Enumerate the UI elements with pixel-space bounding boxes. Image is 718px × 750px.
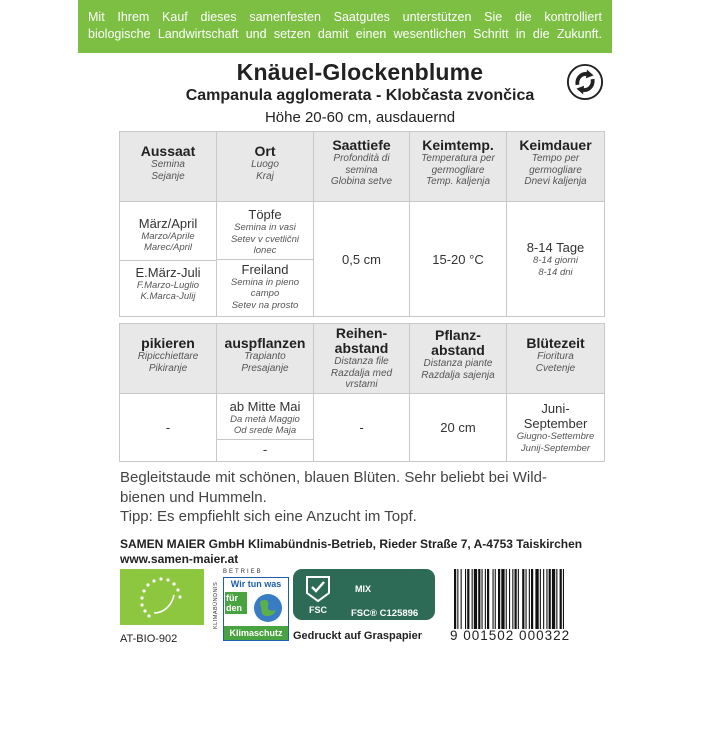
- barcode-bar: [487, 569, 489, 629]
- barcode-bar: [467, 569, 469, 629]
- bluetezeit-it: Giugno-Settembre: [516, 431, 595, 442]
- barcode-bar: [465, 569, 466, 629]
- divider: [217, 439, 313, 440]
- banner-line-2: biologische Landwirtschaft und setzen damit einen wesentlichen Schritt in die Zukunft.: [88, 27, 602, 41]
- pikieren-value: -: [165, 420, 171, 435]
- header-pflanzabstand-sl: Razdalja sajenja: [421, 369, 495, 381]
- header-pflanzabstand-label: Pflanz-abstand: [431, 327, 485, 358]
- sowing-table: [119, 131, 605, 317]
- header-keimtemp-sl: Temp. kaljenja: [425, 176, 491, 187]
- header-reihenabstand-sl: Razdalja med vrstami: [330, 367, 393, 390]
- header-reihenabstand-it: Distanza file: [334, 356, 389, 367]
- bluetezeit-sl: Junij-September: [520, 442, 591, 454]
- barcode-bar: [495, 569, 496, 629]
- barcode-bar: [501, 569, 504, 629]
- header-bluetezeit-label: Blütezeit: [526, 335, 585, 351]
- fsc-logo: [293, 569, 435, 620]
- product-title: Knäuel-Glockenblume: [236, 59, 484, 85]
- barcode-bar: [472, 569, 473, 629]
- klima-box: [223, 577, 289, 641]
- barcode-bar: [535, 569, 538, 629]
- keimdauer-it: 8-14 giorni: [533, 255, 578, 266]
- header-keimdauer: [507, 132, 605, 202]
- barcode-bar: [563, 569, 564, 629]
- barcode-bar: [546, 569, 547, 629]
- reihenabstand-value: -: [359, 420, 364, 435]
- auspflanzen-1-it: Da metà Maggio: [230, 413, 300, 425]
- auspflanzen-2: -: [262, 441, 268, 457]
- header-auspflanzen-label: auspflanzen: [224, 335, 306, 351]
- barcode-bar: [506, 569, 507, 629]
- saattiefe-value: 0,5 cm: [341, 251, 381, 267]
- ort-2-sl: Setev na prosto: [231, 299, 299, 311]
- barcode-bar: [522, 569, 524, 629]
- ort-2-it: Semina in pieno campo: [230, 276, 300, 299]
- header-auspflanzen: [217, 324, 314, 394]
- header-bluetezeit-sl: Cvetenje: [535, 362, 576, 374]
- barcode-bar: [474, 569, 477, 629]
- fsc-caption: Gedruckt auf Graspapier: [293, 630, 422, 642]
- cell-aussaat: [120, 202, 217, 317]
- header-reihenabstand-label: Reihen-abstand: [334, 325, 389, 356]
- cell-keimdauer: [507, 202, 605, 317]
- barcode-number: 9 001502 000322: [450, 628, 571, 643]
- header-pikieren-sl: Pikiranje: [148, 362, 188, 374]
- header-pikieren-label: pikieren: [141, 335, 195, 351]
- header-keimdauer-it: Tempo per germogliare: [529, 153, 582, 176]
- tree-check-icon: [305, 575, 331, 603]
- cell-saattiefe: [314, 202, 410, 317]
- cell-keimtemp: [410, 202, 507, 317]
- header-aussaat-label: Aussaat: [140, 143, 196, 159]
- banner-line-1: Mit Ihrem Kauf dieses samenfesten Saatgutes unterstützen Sie die kontrolliert: [88, 10, 602, 24]
- aussaat-1-sl: Marec/April: [143, 242, 193, 253]
- barcode-bar: [454, 569, 456, 629]
- keimdauer-value: 8-14 Tage: [526, 240, 585, 255]
- header-keimdauer-label: Keimdauer: [519, 137, 592, 153]
- header-aussaat-it: Semina: [151, 159, 185, 170]
- header-ort-it: Luogo: [251, 159, 279, 170]
- barcode-bar: [461, 569, 462, 629]
- barcode-bar: [512, 569, 513, 629]
- header-ort-label: Ort: [254, 143, 276, 159]
- divider: [217, 259, 313, 260]
- header-keimdauer-sl: Dnevi kaljenja: [524, 176, 587, 187]
- company-address: SAMEN MAIER GmbH Klimabündnis-Betrieb, Rieder Straße 7, A-4753 Taiskirchen: [120, 537, 583, 551]
- ort-1-sl: Setev v cvetlični lonec: [230, 233, 300, 256]
- barcode-bar: [543, 569, 544, 629]
- ort-2: Freiland: [241, 261, 289, 277]
- header-auspflanzen-it: Trapianto: [244, 351, 286, 362]
- header-aussaat-sl: Sejanje: [151, 170, 185, 182]
- header-keimtemp-label: Keimtemp.: [422, 137, 494, 153]
- barcode-bar: [498, 569, 500, 629]
- website-link[interactable]: www.samen-maier.at: [120, 552, 239, 566]
- klimabuendnis-logo: [213, 569, 289, 641]
- description-line-2: bienen und Hummeln.: [120, 488, 267, 506]
- header-pikieren: [120, 324, 217, 394]
- barcode-bar: [556, 569, 557, 629]
- aussaat-2: E.März-Juli: [135, 264, 201, 280]
- description-tip: Tipp: Es empfiehlt sich eine Anzucht im Topf.: [120, 508, 417, 525]
- barcode-bar: [540, 569, 541, 629]
- header-pikieren-it: Ripicchiettare: [137, 351, 199, 362]
- aussaat-2-it: F.Marzo-Luglio: [136, 279, 200, 291]
- header-pflanzabstand-it: Distanza piante: [423, 358, 493, 369]
- cell-pflanzabstand: [410, 394, 507, 462]
- barcode-bar: [493, 569, 494, 629]
- barcode-bar: [518, 569, 519, 629]
- ort-1-it: Semina in vasi: [234, 222, 296, 233]
- aussaat-1-it: Marzo/Aprile: [141, 230, 195, 242]
- ort-1: Töpfe: [248, 207, 282, 222]
- barcode-bar: [552, 569, 555, 629]
- keimdauer-sl: 8-14 dni: [538, 266, 573, 278]
- klima-bottom: Klimaschutz: [224, 626, 288, 640]
- fsc-label: FSC: [309, 605, 327, 615]
- barcode-bar: [515, 569, 517, 629]
- info-banner: [78, 0, 612, 53]
- auspflanzen-1-sl: Od srede Maja: [233, 425, 297, 436]
- header-saattiefe: [314, 132, 410, 202]
- header-ort-sl: Kraj: [256, 170, 274, 182]
- barcode-bar: [531, 569, 533, 629]
- eu-leaf-icon: [120, 569, 204, 625]
- header-aussaat: [120, 132, 217, 202]
- barcode-bar: [482, 569, 483, 629]
- barcode-bar: [560, 569, 562, 629]
- description-line-1: Begleitstaude mit schönen, blauen Blüten. Sehr beliebt bei Wild-: [120, 469, 547, 486]
- aussaat-2-sl: K.Marca-Julij: [140, 291, 196, 302]
- barcode-bar: [485, 569, 486, 629]
- header-ort: [217, 132, 314, 202]
- barcode: [450, 569, 605, 629]
- klima-top-label: BETRIEB: [223, 569, 263, 575]
- header-keimtemp: [410, 132, 507, 202]
- barcode-bar: [529, 569, 530, 629]
- bio-code: AT-BIO-902: [120, 633, 178, 645]
- cell-pikieren: [120, 394, 217, 462]
- cell-ort: [217, 202, 314, 317]
- description: [120, 468, 610, 527]
- cell-auspflanzen: [217, 394, 314, 462]
- keimtemp-value: 15-20 °C: [432, 251, 484, 267]
- barcode-bar: [457, 569, 458, 629]
- fsc-mix: MIX: [355, 584, 372, 594]
- header-keimtemp-it: Temperatura per germogliare: [421, 153, 495, 176]
- pflanzabstand-value: 20 cm: [440, 420, 476, 435]
- header-auspflanzen-sl: Presajanje: [241, 362, 289, 374]
- globe-icon: [250, 592, 286, 624]
- planting-table: [119, 323, 605, 462]
- cell-bluetezeit: [507, 394, 605, 462]
- header-pflanzabstand: [410, 324, 507, 394]
- barcode-bar: [526, 569, 527, 629]
- header-bluetezeit-it: Fioritura: [537, 351, 574, 362]
- eu-organic-logo: [120, 569, 204, 625]
- barcode-bar: [549, 569, 551, 629]
- header-reihenabstand: [314, 324, 410, 394]
- klima-side-label: KLIMABÜNDNIS: [213, 581, 219, 629]
- barcode-bar: [478, 569, 480, 629]
- bluetezeit-value: Juni-September: [523, 401, 588, 431]
- divider: [120, 260, 216, 261]
- aussaat-1: März/April: [138, 215, 198, 231]
- recycle-icon: [566, 63, 604, 101]
- header-saattiefe-sl: Globina setve: [330, 176, 393, 187]
- header-saattiefe-it: Profondità di semina: [333, 153, 390, 176]
- fsc-code: FSC® C125896: [351, 608, 419, 619]
- klima-fur: für den: [225, 592, 247, 614]
- cell-reihenabstand: [314, 394, 410, 462]
- auspflanzen-1: ab Mitte Mai: [229, 398, 301, 414]
- header-saattiefe-label: Saattiefe: [332, 137, 391, 153]
- header-bluetezeit: [507, 324, 605, 394]
- klima-slogan: Wir tun was: [230, 579, 282, 589]
- height-info: Höhe 20-60 cm, ausdauernd: [264, 109, 456, 126]
- barcode-bar: [509, 569, 510, 629]
- product-subtitle: Campanula agglomerata - Klobčasta zvončica: [185, 87, 535, 104]
